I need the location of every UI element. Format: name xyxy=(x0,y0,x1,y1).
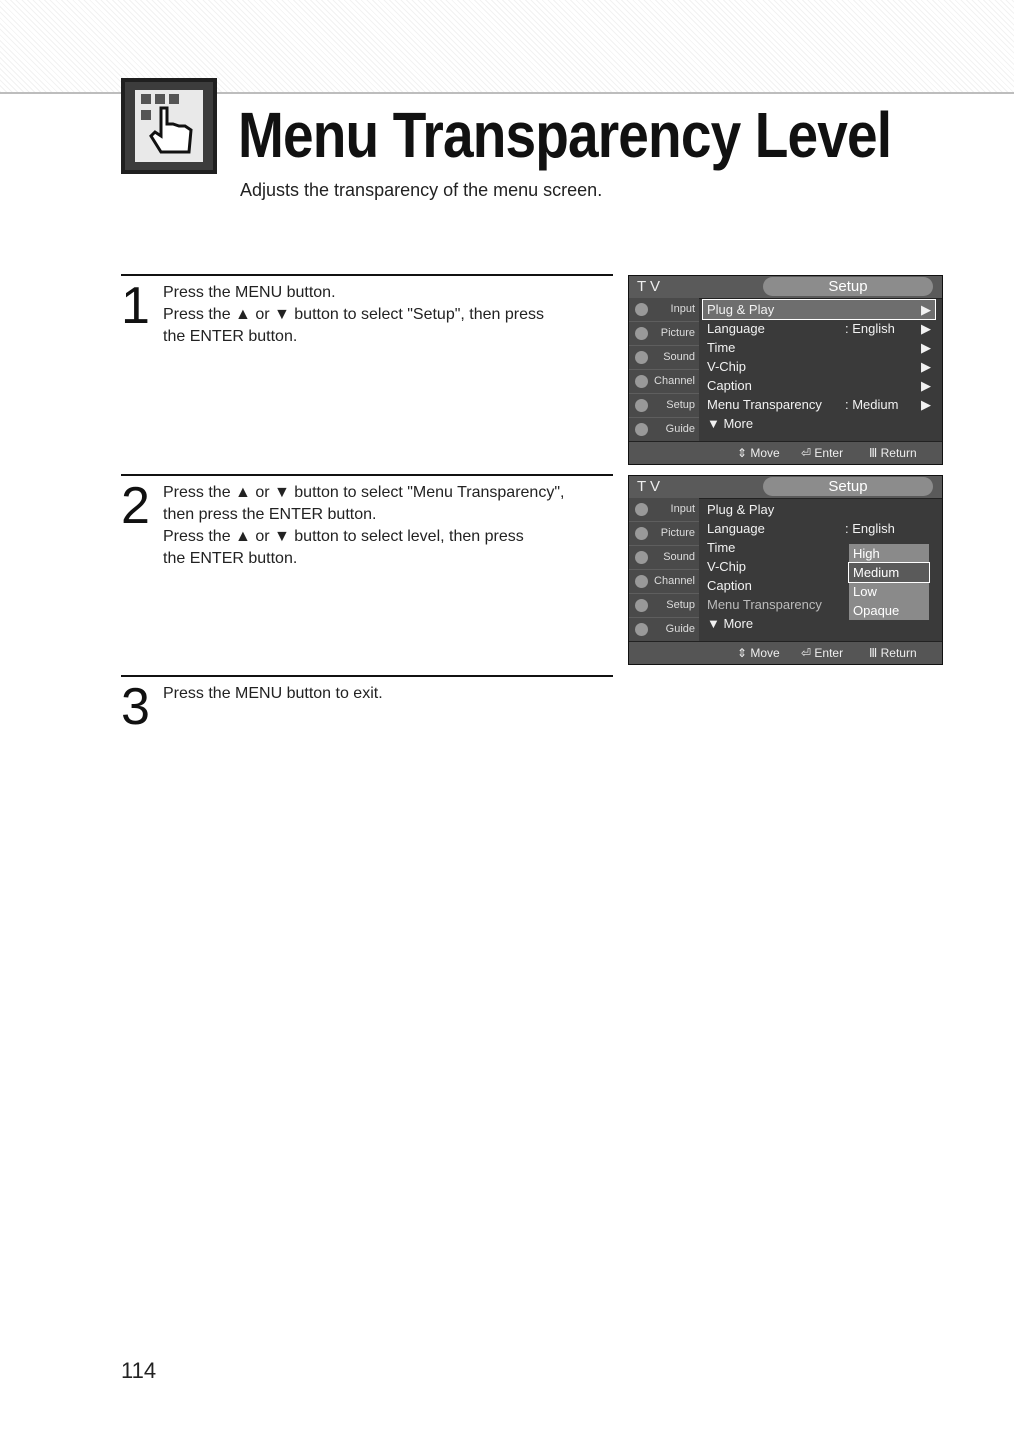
picture-icon xyxy=(635,527,648,540)
osd-sidebar xyxy=(629,498,699,642)
sidebar-item-picture: Picture xyxy=(629,322,699,346)
setup-icon xyxy=(635,599,648,612)
menu-item-more: ▼ More xyxy=(707,616,754,631)
menu-item-menu-transparency: Menu Transparency xyxy=(707,597,822,612)
enter-hint: ⏎ Enter xyxy=(801,446,844,460)
sidebar-item-input: Input xyxy=(629,298,699,322)
step-number: 3 xyxy=(121,678,150,736)
tv-menu-screen-1 xyxy=(628,275,943,465)
step-text xyxy=(163,282,603,348)
sidebar-item-guide: Guide xyxy=(629,418,699,442)
osd-header xyxy=(629,476,942,499)
step-line: Press the MENU button to exit. xyxy=(163,685,383,702)
return-hint: Ⅲ Return xyxy=(869,446,917,460)
hand-pointer-icon xyxy=(121,78,217,174)
step-line: Press the ▲ or ▼ button to select "Setup", then press xyxy=(163,306,544,323)
sidebar-item-sound: Sound xyxy=(629,546,699,570)
arrow-right-icon: ▶ xyxy=(921,397,931,412)
option-opaque: Opaque xyxy=(853,603,900,618)
osd-section-title: Setup xyxy=(763,477,933,496)
channel-icon xyxy=(635,375,648,388)
guide-icon xyxy=(635,423,648,436)
osd-footer xyxy=(629,441,942,464)
sidebar-item-picture: Picture xyxy=(629,522,699,546)
menu-item-caption: Caption xyxy=(707,578,752,593)
arrow-right-icon: ▶ xyxy=(921,378,931,393)
tv-label: T V xyxy=(637,478,661,495)
input-icon xyxy=(635,503,648,516)
step-2 xyxy=(121,474,613,666)
osd-sidebar xyxy=(629,298,699,442)
sidebar-item-sound: Sound xyxy=(629,346,699,370)
step-3 xyxy=(121,675,613,737)
step-line: Press the ▲ or ▼ button to select level, then press xyxy=(163,528,524,545)
input-icon xyxy=(635,303,648,316)
sidebar-item-input: Input xyxy=(629,498,699,522)
transparency-options-list xyxy=(849,544,929,620)
arrow-right-icon: ▶ xyxy=(921,359,931,374)
osd-section-title: Setup xyxy=(763,277,933,296)
arrow-right-icon: ▶ xyxy=(921,340,931,355)
sound-icon xyxy=(635,351,648,364)
step-number: 2 xyxy=(121,477,150,535)
sidebar-item-setup: Setup xyxy=(629,394,699,418)
sidebar-item-setup: Setup xyxy=(629,594,699,618)
menu-item-plug-and-play: Plug & Play ▶ xyxy=(703,300,935,319)
option-medium: Medium xyxy=(849,563,929,582)
guide-icon xyxy=(635,623,648,636)
osd-menu xyxy=(703,300,935,433)
menu-item-language: Language : English xyxy=(707,521,895,536)
page-title: Menu Transparency Level xyxy=(238,99,892,171)
menu-item-language: Language : English ▶ xyxy=(707,321,931,336)
menu-item-time: Time xyxy=(707,540,736,555)
step-line: Press the ▲ or ▼ button to select "Menu Transparency", xyxy=(163,484,565,501)
menu-item-plug-and-play: Plug & Play xyxy=(707,502,775,517)
arrow-right-icon: ▶ xyxy=(921,302,931,317)
osd-footer xyxy=(629,641,942,664)
step-line: the ENTER button. xyxy=(163,328,298,345)
enter-hint: ⏎ Enter xyxy=(801,646,844,660)
setup-icon xyxy=(635,399,648,412)
step-line: the ENTER button. xyxy=(163,550,298,567)
step-text xyxy=(163,683,603,705)
menu-item-caption: Caption ▶ xyxy=(707,378,931,393)
option-high: High xyxy=(853,546,880,561)
option-low: Low xyxy=(853,584,877,599)
page-number: 114 xyxy=(121,1358,157,1383)
menu-item-v-chip: V-Chip ▶ xyxy=(707,359,931,374)
menu-item-time: Time ▶ xyxy=(707,340,931,355)
hand-pointer-glyph xyxy=(121,78,217,174)
menu-item-more: ▼ More xyxy=(707,416,754,431)
channel-icon xyxy=(635,575,648,588)
sidebar-item-channel: Channel xyxy=(629,370,699,394)
menu-item-v-chip: V-Chip xyxy=(707,559,747,574)
step-1 xyxy=(121,274,613,466)
sidebar-item-guide: Guide xyxy=(629,618,699,642)
move-hint: ⇕ Move xyxy=(737,646,780,660)
return-hint: Ⅲ Return xyxy=(869,646,917,660)
menu-item-menu-transparency: Menu Transparency : Medium ▶ xyxy=(707,397,931,412)
picture-icon xyxy=(635,327,648,340)
step-line: Press the MENU button. xyxy=(163,284,336,301)
sidebar-item-channel: Channel xyxy=(629,570,699,594)
tv-label: T V xyxy=(637,278,661,295)
step-text xyxy=(163,482,603,570)
move-hint: ⇕ Move xyxy=(737,446,780,460)
osd-header xyxy=(629,276,942,299)
arrow-right-icon: ▶ xyxy=(921,321,931,336)
sound-icon xyxy=(635,551,648,564)
step-line: then press the ENTER button. xyxy=(163,506,377,523)
tv-menu-screen-2 xyxy=(628,475,943,665)
step-number: 1 xyxy=(121,277,150,335)
page-subtitle: Adjusts the transparency of the menu screen. xyxy=(240,180,603,200)
